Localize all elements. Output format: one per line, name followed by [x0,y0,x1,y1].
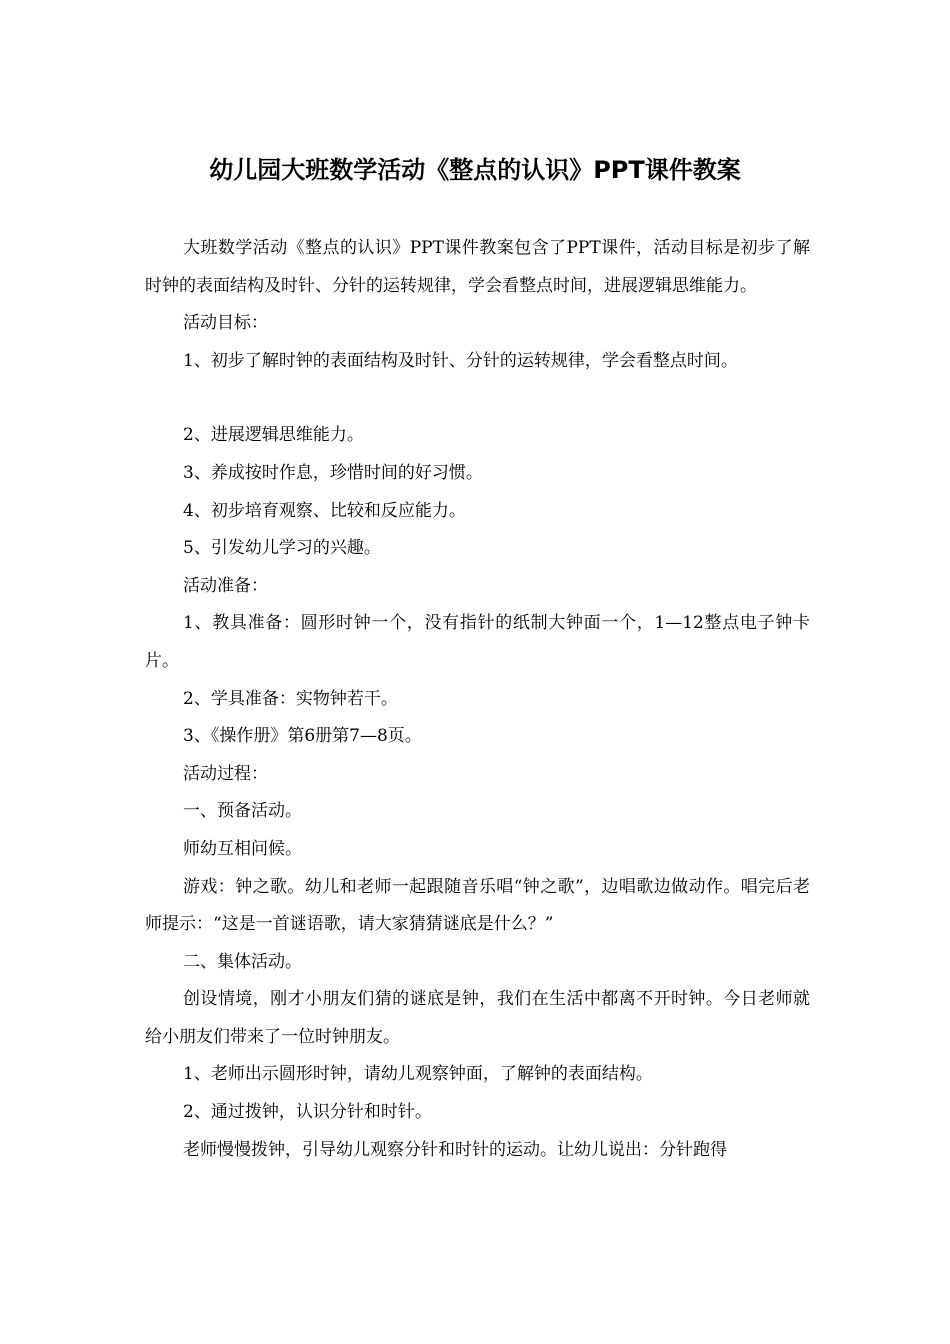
section-heading-preparation: 活动准备： [183,575,268,596]
process-paragraph: 1、老师出示圆形时钟，请幼儿观察钟面，了解钟的表面结构。 [183,1064,653,1085]
process-paragraph: 创设情境，刚才小朋友们猜的谜底是钟，我们在生活中都离不开时钟。今日老师就给小朋友们带来了一位时钟朋友。 [145,989,810,1047]
section-heading-process: 活动过程： [183,763,268,784]
process-step-2-heading: 二、集体活动。 [183,951,302,972]
process-paragraph: 2、通过拨钟，认识分针和时针。 [183,1102,432,1123]
section-heading-goals: 活动目标： [183,313,268,334]
intro-paragraph: 大班数学活动《整点的认识》PPT课件教案包含了PPT课件，活动目标是初步了解时钟的表面结构及时针、分针的运转规律，学会看整点时间，进展逻辑思维能力。 [145,238,810,296]
preparation-item-1: 1、教具准备：圆形时钟一个，没有指针的纸制大钟面一个，1—12整点电子钟卡片。 [145,613,810,671]
preparation-item-3: 3、《操作册》第6册第7—8页。 [183,726,422,747]
goal-item-5: 5、引发幼儿学习的兴趣。 [183,538,381,559]
goal-item-4: 4、初步培育观察、比较和反应能力。 [183,500,466,521]
process-paragraph: 师幼互相问候。 [183,838,302,859]
goal-item-2: 2、进展逻辑思维能力。 [183,425,364,446]
process-paragraph: 游戏：钟之歌。幼儿和老师一起跟随音乐唱“钟之歌”，边唱歌边做动作。唱完后老师提示：“这是一首谜语歌，请大家猜猜谜底是什么？” [145,876,810,935]
goal-item-1: 1、初步了解时钟的表面结构及时针、分针的运转规律，学会看整点时间。 [183,350,738,371]
preparation-item-2: 2、学具准备：实物钟若干。 [183,688,398,709]
process-step-1-heading: 一、预备活动。 [183,801,302,822]
goal-item-3: 3、养成按时作息，珍惜时间的好习惯。 [183,462,483,483]
document-body [145,230,810,1169]
process-paragraph: 老师慢慢拨钟，引导幼儿观察分针和时针的运动。让幼儿说出：分针跑得 [183,1139,727,1160]
document-title: 幼儿园大班数学活动《整点的认识》PPT课件教案 [209,156,741,184]
